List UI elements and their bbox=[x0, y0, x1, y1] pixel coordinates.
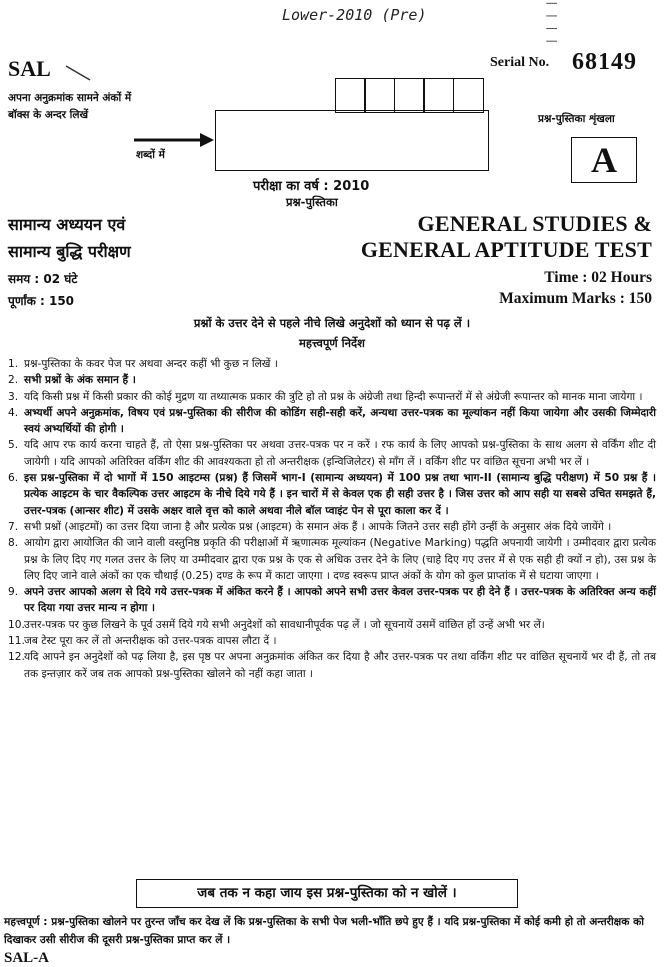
instruction-item bbox=[8, 470, 656, 519]
important-note-text: प्रश्न-पुस्तिका खोलने पर तुरन्त जाँच कर देख लें कि प्रश्न-पुस्तिका के सभी पेज भली-भाँति छपे हुए हैं । यदि प्रश्न-पुस्तिका में कोई कमी हो तो अन्तरीक्षक को दिखाकर उसी सीरीज की दूसरी प्रश्न-पुस्तिका प्राप्त कर लें । bbox=[4, 916, 644, 946]
instruction-number: 3. bbox=[8, 390, 19, 403]
title-hindi-line1: सामान्य अध्ययन एवं bbox=[8, 215, 126, 234]
instruction-text: अपने उत्तर आपको अलग से दिये गये उत्तर-पत्रक में अंकित करने हैं । आपको अपने सभी उत्तर केवल उत्तर-पत्रक पर ही देने हैं । उत्तर-पत्रक के अतिरिक्त अन्य कहीं पर दिया गया उत्तर मान्य न होगा । bbox=[24, 586, 656, 615]
title-hindi-line2: सामान्य बुद्धि परीक्षण bbox=[8, 242, 131, 261]
important-note-label: महत्त्वपूर्ण : bbox=[4, 916, 48, 928]
instruction-number: 8. bbox=[8, 537, 19, 550]
instruction-item bbox=[8, 584, 656, 617]
time-hindi: समय : 02 घंटे bbox=[8, 272, 78, 286]
instruction-number: 1. bbox=[8, 358, 19, 370]
instruction-text: अभ्यर्थी अपने अनुक्रमांक, विषय एवं प्रश्न-पुस्तिका की सीरीज की कोडिंग सही-सही करें, अन्यथा उत्तर-पत्रक का मूल्यांकन नहीं किया जायेगा और उसकी जिम्मेदारी स्वयं अभ्यर्थियों की होगी । bbox=[24, 406, 656, 436]
instruction-number: 9. bbox=[8, 586, 19, 599]
title-english-line1: GENERAL STUDIES & bbox=[417, 211, 652, 236]
instruction-item bbox=[8, 633, 656, 649]
instruction-text: यदि किसी प्रश्न में किसी प्रकार की कोई मुद्रण या तथ्यात्मक प्रकार की त्रुटि हो तो प्रश्न के अंग्रेजी तथा हिन्दी रूपान्तरों में से अंग्रेजी रूपान्तर को मानक माना जायेगा । bbox=[24, 390, 643, 403]
title-english-line2: GENERAL APTITUDE TEST bbox=[360, 237, 652, 262]
series-label: प्रश्न-पुस्तिका शृंखला bbox=[538, 113, 615, 125]
digit-box[interactable] bbox=[335, 78, 366, 113]
instruction-number: 11. bbox=[8, 635, 25, 648]
instruction-item bbox=[8, 356, 656, 372]
instruction-text: यदि आप रफ कार्य करना चाहते हैं, तो ऐसा प्रश्न-पुस्तिका पर अथवा उत्तर-पत्रक पर न करें । रफ कार्य के लिए आपको प्रश्न-पुस्तिका के साथ अलग से वर्किंग शीट दी जायेगी । यदि आपको अतिरिक्त वर्किंग शीट की आवश्यकता हो तो अन्तरीक्षक (इन्विजिलेटर) से माँग लें । वर्किंग शीट पर वांछित सूचना अभी भर लें । bbox=[24, 439, 656, 468]
instruction-item bbox=[8, 405, 656, 438]
paper-code: SAL bbox=[8, 56, 51, 81]
instruction-item bbox=[8, 372, 656, 388]
instructions-list bbox=[8, 356, 656, 682]
digit-box[interactable] bbox=[394, 78, 425, 113]
serial-number: 68149 bbox=[572, 49, 637, 75]
roll-number-in-words-box[interactable] bbox=[215, 110, 489, 171]
instruction-number: 12. bbox=[8, 651, 25, 664]
instruction-number: 4. bbox=[8, 406, 19, 419]
exam-year: परीक्षा का वर्ष : 2010 bbox=[253, 179, 370, 194]
instruction-text: यदि आपने इन अनुदेशों को पढ़ लिया है, इस पृष्ठ पर अपना अनुक्रमांक अंकित कर दिया है और उत्तर-पत्रक पर तथा वर्किंग शीट पर वांछित सूचनायें भर दी हैं, तो तब तक इन्तज़ार करें जब तक आपको प्रश्न-पुस्तिका खोलने को नहीं कहा जाता । bbox=[24, 651, 656, 680]
instruction-number: 10. bbox=[8, 618, 25, 631]
instruction-item bbox=[8, 535, 656, 584]
instruction-text: जब टेस्ट पूरा कर लें तो अन्तरीक्षक को उत्तर-पत्रक वापस लौटा दें । bbox=[24, 635, 277, 648]
instruction-text: सभी प्रश्नों के अंक समान हैं । bbox=[24, 374, 136, 387]
instruction-number: 7. bbox=[8, 520, 19, 533]
footer-code: SAL-A bbox=[4, 950, 50, 966]
serial-label: Serial No. bbox=[490, 55, 550, 70]
do-not-open-box: जब तक न कहा जाय इस प्रश्न-पुस्तिका को न खोलें । bbox=[136, 879, 518, 908]
instructions-heading: महत्त्वपूर्ण निर्देश bbox=[299, 336, 365, 350]
handwritten-marks: |||| bbox=[546, 0, 559, 51]
instruction-number: 2. bbox=[8, 374, 19, 387]
instruction-number: 6. bbox=[8, 472, 19, 485]
booklet-label: प्रश्न-पुस्तिका bbox=[286, 195, 338, 209]
marks-hindi: पूर्णांक : 150 bbox=[8, 294, 75, 308]
series-box: A bbox=[571, 137, 637, 183]
instruction-item bbox=[8, 649, 656, 682]
instruction-text: सभी प्रश्नों (आइटमों) का उत्तर दिया जाना है और प्रत्येक प्रश्न (आइटम) के समान अंक हैं । आपके जितने उत्तर सही होंगे उन्हीं के अनुसार अंक दिये जायेंगे । bbox=[24, 520, 612, 533]
instruction-text: इस प्रश्न-पुस्तिका में दो भागों में 150 आइटम्स (प्रश्न) हैं जिसमें भाग-I (सामान्य अध्ययन) में 100 प्रश्न तथा भाग-II (सामान्य बुद्धि परीक्षण) में 50 प्रश्न हैं । प्रत्येक आइटम के चार वैकल्पिक उत्तर आइटम के नीचे दिये गये हैं । इन चारों में से केवल एक ही सही उत्तर है । जिस उत्तर को आप सही या सबसे उचित समझते हैं, उत्तर-पत्रक (आन्सर शीट) में उसके अक्षर वाले वृत्त को काले अथवा नीले बॉल प्वाइंट पेन से पूरा काला कर दें । bbox=[24, 472, 656, 517]
pen-mark bbox=[64, 64, 94, 84]
instruction-item bbox=[8, 519, 656, 535]
instruction-item bbox=[8, 437, 656, 470]
instruction-item bbox=[8, 617, 656, 633]
marks-english: Maximum Marks : 150 bbox=[499, 290, 652, 307]
arrow-right-icon bbox=[132, 130, 216, 150]
digit-box[interactable] bbox=[423, 78, 454, 113]
digit-box[interactable] bbox=[364, 78, 395, 113]
instruction-text: उत्तर-पत्रक पर कुछ लिखने के पूर्व उसमें दिये गये सभी अनुदेशों को सावधानीपूर्वक पढ़ लें । जो सूचनायें उसमें वांछित हों उन्हें अभी भर लें। bbox=[24, 618, 545, 631]
instruction-item bbox=[8, 389, 656, 405]
roll-number-digit-boxes[interactable] bbox=[336, 78, 484, 113]
in-words-label: शब्दों में bbox=[136, 149, 165, 161]
roll-instruction-line1: अपना अनुक्रमांक सामने अंकों में bbox=[8, 92, 132, 104]
instruction-text: आयोग द्वारा आयोजित की जाने वाली वस्तुनिष्ठ प्रकृति की परीक्षाओं में ऋणात्मक मूल्यांकन (Negative Marking) पद्धति अपनायी जायेगी । उम्मीदवार द्वारा प्रत्येक प्रश्न के लिए दिए गए गलत उत्तर के लिए या उम्मीदवार द्वारा एक प्रश्न के एक से अधिक उत्तर देने के लिए (चाहे दिए गए उत्तर में से एक सही ही क्यों न हो), उस प्रश्न के लिए दिए जाने वाले अंकों का एक चौथाई (0.25) दण्ड के रूप में काटा जाएगा । दण्ड स्वरूप प्राप्त अंकों के योग को कुल प्राप्तांक में से घटाया जाएगा । bbox=[24, 537, 656, 582]
digit-box[interactable] bbox=[453, 78, 484, 113]
time-english: Time : 02 Hours bbox=[544, 269, 652, 286]
handwritten-note: Lower-2010 (Pre) bbox=[282, 6, 427, 24]
pre-instruction: प्रश्नों के उत्तर देने से पहले नीचे लिखे अनुदेशों को ध्यान से पढ़ लें । bbox=[193, 316, 471, 330]
instruction-number: 5. bbox=[8, 439, 19, 452]
instruction-text: प्रश्न-पुस्तिका के कवर पेज पर अथवा अन्दर कहीं भी कुछ न लिखें । bbox=[24, 358, 278, 370]
important-note bbox=[4, 913, 656, 949]
roll-instruction-line2: बॉक्स के अन्दर लिखें bbox=[8, 109, 89, 121]
